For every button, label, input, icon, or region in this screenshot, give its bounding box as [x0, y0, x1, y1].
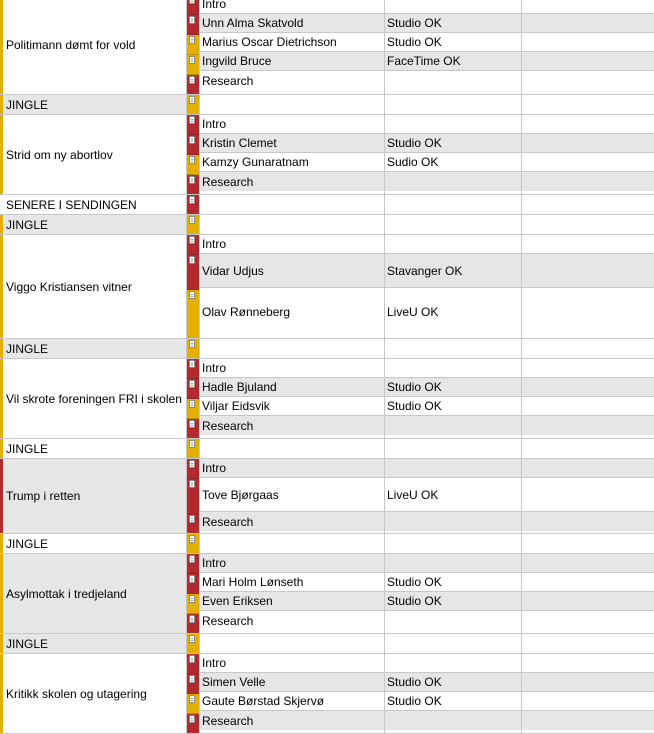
- status-marker[interactable]: [187, 379, 199, 399]
- extra-column: [522, 554, 654, 633]
- rundown-segment[interactable]: [0, 359, 654, 439]
- rundown-segment[interactable]: [0, 534, 654, 554]
- document-icon[interactable]: [189, 236, 195, 244]
- extra-cell[interactable]: [522, 634, 654, 653]
- guest-status-column: [385, 534, 522, 553]
- guest-status-column: [385, 459, 522, 533]
- guest-status-cell[interactable]: Stavanger OK: [385, 254, 521, 288]
- extra-column: [522, 95, 654, 114]
- guest-name-cell[interactable]: [200, 215, 384, 234]
- guest-status-cell[interactable]: FaceTime OK: [385, 52, 521, 71]
- guest-status-cell[interactable]: [385, 711, 521, 730]
- guest-name-column: [199, 95, 385, 114]
- guest-status-cell[interactable]: LiveU OK: [385, 288, 521, 336]
- guest-name-column: [199, 115, 385, 194]
- status-marker[interactable]: [187, 574, 199, 594]
- document-icon[interactable]: [189, 380, 195, 388]
- guest-status-cell[interactable]: [385, 416, 521, 435]
- guest-name-cell[interactable]: Research: [200, 172, 384, 191]
- status-marker-column: [187, 215, 199, 234]
- rundown-segment[interactable]: [0, 339, 654, 359]
- status-marker[interactable]: [187, 155, 199, 175]
- status-marker[interactable]: [187, 554, 199, 574]
- rundown-segment[interactable]: [0, 95, 654, 115]
- guest-name-cell[interactable]: Research: [200, 711, 384, 730]
- status-marker-column: [187, 0, 199, 94]
- status-marker[interactable]: [187, 0, 199, 15]
- guest-name-column: [199, 339, 385, 358]
- extra-cell[interactable]: [522, 512, 654, 531]
- extra-cell[interactable]: [522, 611, 654, 630]
- rundown-segment[interactable]: [0, 634, 654, 654]
- guest-name-cell[interactable]: [200, 439, 384, 458]
- status-marker-column: [187, 634, 199, 653]
- guest-name-cell[interactable]: Vidar Udjus: [200, 254, 384, 288]
- status-marker[interactable]: [187, 674, 199, 694]
- segment-title[interactable]: Politimann dømt for vold: [3, 0, 187, 94]
- document-icon[interactable]: [189, 156, 195, 164]
- extra-column: [522, 634, 654, 653]
- guest-name-column: [199, 459, 385, 533]
- document-icon[interactable]: [189, 340, 195, 348]
- guest-status-cell[interactable]: [385, 0, 521, 14]
- guest-name-cell[interactable]: [200, 195, 384, 214]
- extra-cell[interactable]: [522, 592, 654, 611]
- guest-status-column: [385, 339, 522, 358]
- guest-name-cell[interactable]: Intro: [200, 115, 384, 134]
- guest-name-column: [199, 554, 385, 633]
- extra-cell[interactable]: [522, 71, 654, 90]
- guest-status-cell[interactable]: [385, 634, 521, 653]
- segment-title[interactable]: SENERE I SENDINGEN: [3, 195, 187, 214]
- status-marker-column: [187, 534, 199, 553]
- guest-name-cell[interactable]: Intro: [200, 554, 384, 573]
- status-marker[interactable]: [187, 195, 199, 214]
- guest-status-column: [385, 95, 522, 114]
- guest-name-cell[interactable]: Unn Alma Skatvold: [200, 14, 384, 33]
- guest-status-cell[interactable]: Studio OK: [385, 14, 521, 33]
- guest-status-column: [385, 235, 522, 338]
- extra-cell[interactable]: [522, 534, 654, 553]
- guest-name-cell[interactable]: Intro: [200, 0, 384, 14]
- guest-status-cell[interactable]: LiveU OK: [385, 478, 521, 512]
- status-marker[interactable]: [187, 654, 199, 674]
- status-marker[interactable]: [187, 634, 199, 653]
- status-marker[interactable]: [187, 115, 199, 135]
- extra-cell[interactable]: [522, 359, 654, 378]
- extra-column: [522, 359, 654, 438]
- status-marker[interactable]: [187, 479, 199, 514]
- extra-cell[interactable]: [522, 459, 654, 478]
- document-icon[interactable]: [189, 655, 195, 663]
- segment-title[interactable]: JINGLE: [3, 215, 187, 234]
- guest-status-cell[interactable]: [385, 459, 521, 478]
- document-icon[interactable]: [189, 515, 195, 523]
- rundown-segment[interactable]: [0, 439, 654, 459]
- status-marker[interactable]: [187, 614, 199, 633]
- segment-title[interactable]: JINGLE: [3, 634, 187, 653]
- guest-status-cell[interactable]: [385, 654, 521, 673]
- extra-cell[interactable]: [522, 439, 654, 458]
- guest-status-cell[interactable]: Studio OK: [385, 397, 521, 416]
- guest-status-cell[interactable]: [385, 359, 521, 378]
- guest-status-cell[interactable]: [385, 512, 521, 531]
- document-icon[interactable]: [189, 176, 195, 184]
- rundown-segment[interactable]: [0, 115, 654, 195]
- segment-title[interactable]: Strid om ny abortlov: [3, 115, 187, 194]
- guest-status-cell[interactable]: [385, 235, 521, 254]
- status-marker[interactable]: [187, 75, 199, 94]
- guest-name-cell[interactable]: [200, 634, 384, 653]
- extra-cell[interactable]: [522, 153, 654, 172]
- guest-status-cell[interactable]: [385, 339, 521, 358]
- extra-cell[interactable]: [522, 95, 654, 114]
- extra-cell[interactable]: [522, 52, 654, 71]
- extra-cell[interactable]: [522, 573, 654, 592]
- status-marker[interactable]: [187, 235, 199, 255]
- document-icon[interactable]: [189, 196, 195, 204]
- segment-title[interactable]: Kritikk skolen og utagering: [3, 654, 187, 733]
- document-icon[interactable]: [189, 56, 195, 64]
- status-marker-column: [187, 654, 199, 733]
- extra-cell[interactable]: [522, 0, 654, 14]
- document-icon[interactable]: [189, 360, 195, 368]
- extra-column: [522, 0, 654, 94]
- status-marker[interactable]: [187, 175, 199, 194]
- extra-column: [522, 339, 654, 358]
- guest-name-cell[interactable]: Kamzy Gunaratnam: [200, 153, 384, 172]
- segment-title[interactable]: Asylmottak i tredjeland: [3, 554, 187, 633]
- guest-name-cell[interactable]: Kristin Clemet: [200, 134, 384, 153]
- guest-status-cell[interactable]: Studio OK: [385, 673, 521, 692]
- status-marker-column: [187, 95, 199, 114]
- guest-name-cell[interactable]: Gaute Børstad Skjervø: [200, 692, 384, 711]
- document-icon[interactable]: [189, 575, 195, 583]
- guest-status-column: [385, 359, 522, 438]
- extra-cell[interactable]: [522, 172, 654, 191]
- guest-status-cell[interactable]: [385, 195, 521, 214]
- extra-cell[interactable]: [522, 397, 654, 416]
- guest-status-column: [385, 0, 522, 94]
- status-marker[interactable]: [187, 359, 199, 379]
- guest-name-cell[interactable]: Intro: [200, 654, 384, 673]
- guest-status-cell[interactable]: Studio OK: [385, 33, 521, 52]
- document-icon[interactable]: [189, 715, 195, 723]
- status-marker-column: [187, 359, 199, 438]
- document-icon[interactable]: [189, 0, 195, 4]
- document-icon[interactable]: [189, 675, 195, 683]
- segment-title[interactable]: JINGLE: [3, 439, 187, 458]
- guest-name-cell[interactable]: [200, 95, 384, 114]
- guest-name-column: [199, 654, 385, 733]
- document-icon[interactable]: [189, 420, 195, 428]
- status-marker[interactable]: [187, 55, 199, 75]
- guest-name-column: [199, 235, 385, 338]
- extra-cell[interactable]: [522, 134, 654, 153]
- guest-status-cell[interactable]: Studio OK: [385, 573, 521, 592]
- document-icon[interactable]: [189, 76, 195, 84]
- status-marker[interactable]: [187, 95, 199, 114]
- extra-cell[interactable]: [522, 478, 654, 512]
- extra-column: [522, 215, 654, 234]
- rundown-segment[interactable]: [0, 459, 654, 534]
- status-marker[interactable]: [187, 459, 199, 479]
- guest-status-cell[interactable]: [385, 534, 521, 553]
- guest-status-column: [385, 195, 522, 214]
- document-icon[interactable]: [189, 291, 195, 299]
- segment-title[interactable]: JINGLE: [3, 534, 187, 553]
- extra-column: [522, 654, 654, 733]
- guest-status-column: [385, 554, 522, 633]
- guest-status-cell[interactable]: [385, 95, 521, 114]
- status-marker-column: [187, 439, 199, 458]
- guest-status-cell[interactable]: [385, 115, 521, 134]
- extra-cell[interactable]: [522, 115, 654, 134]
- guest-name-cell[interactable]: Viljar Eidsvik: [200, 397, 384, 416]
- status-marker[interactable]: [187, 135, 199, 155]
- document-icon[interactable]: [189, 440, 195, 448]
- guest-name-cell[interactable]: Marius Oscar Dietrichson: [200, 33, 384, 52]
- guest-name-cell[interactable]: Research: [200, 71, 384, 90]
- guest-name-cell[interactable]: Mari Holm Lønseth: [200, 573, 384, 592]
- document-icon[interactable]: [189, 216, 195, 224]
- guest-name-cell[interactable]: Intro: [200, 459, 384, 478]
- document-icon[interactable]: [189, 555, 195, 563]
- extra-cell[interactable]: [522, 673, 654, 692]
- guest-name-column: [199, 439, 385, 458]
- document-icon[interactable]: [189, 96, 195, 104]
- status-marker-column: [187, 195, 199, 214]
- document-icon[interactable]: [189, 36, 195, 44]
- guest-name-cell[interactable]: Intro: [200, 359, 384, 378]
- guest-status-cell[interactable]: [385, 215, 521, 234]
- document-icon[interactable]: [189, 635, 195, 643]
- guest-name-cell[interactable]: Even Eriksen: [200, 592, 384, 611]
- extra-cell[interactable]: [522, 378, 654, 397]
- document-icon[interactable]: [189, 535, 195, 543]
- guest-status-column: [385, 634, 522, 653]
- status-marker-column: [187, 115, 199, 194]
- extra-cell[interactable]: [522, 33, 654, 52]
- guest-status-cell[interactable]: [385, 554, 521, 573]
- extra-cell[interactable]: [522, 416, 654, 435]
- rundown-segment[interactable]: [0, 0, 654, 95]
- guest-status-cell[interactable]: [385, 71, 521, 90]
- guest-name-column: [199, 215, 385, 234]
- guest-status-cell[interactable]: Studio OK: [385, 592, 521, 611]
- extra-cell[interactable]: [522, 711, 654, 730]
- segment-title[interactable]: Trump i retten: [3, 459, 187, 533]
- extra-column: [522, 195, 654, 214]
- guest-name-cell[interactable]: [200, 534, 384, 553]
- guest-name-column: [199, 195, 385, 214]
- segment-title[interactable]: Viggo Kristiansen vitner: [3, 235, 187, 338]
- document-icon[interactable]: [189, 16, 195, 24]
- guest-status-cell[interactable]: Sudio OK: [385, 153, 521, 172]
- extra-column: [522, 235, 654, 338]
- document-icon[interactable]: [189, 136, 195, 144]
- guest-status-cell[interactable]: [385, 172, 521, 191]
- guest-status-column: [385, 439, 522, 458]
- status-marker[interactable]: [187, 534, 199, 553]
- status-marker-column: [187, 339, 199, 358]
- extra-cell[interactable]: [522, 554, 654, 573]
- status-marker[interactable]: [187, 215, 199, 234]
- status-marker[interactable]: [187, 594, 199, 614]
- rundown-segment[interactable]: [0, 195, 654, 215]
- guest-name-cell[interactable]: Tove Bjørgaas: [200, 478, 384, 512]
- guest-status-column: [385, 215, 522, 234]
- extra-cell[interactable]: [522, 288, 654, 336]
- segment-title[interactable]: JINGLE: [3, 95, 187, 114]
- segment-title[interactable]: JINGLE: [3, 339, 187, 358]
- status-marker[interactable]: [187, 439, 199, 458]
- document-icon[interactable]: [189, 595, 195, 603]
- guest-name-cell[interactable]: Research: [200, 512, 384, 531]
- guest-name-cell[interactable]: Olav Rønneberg: [200, 288, 384, 336]
- rundown-segment[interactable]: [0, 215, 654, 235]
- extra-cell[interactable]: [522, 215, 654, 234]
- extra-column: [522, 439, 654, 458]
- extra-cell[interactable]: [522, 195, 654, 214]
- status-marker-column: [187, 235, 199, 338]
- guest-status-cell[interactable]: [385, 439, 521, 458]
- status-marker[interactable]: [187, 255, 199, 290]
- document-icon[interactable]: [189, 480, 195, 488]
- extra-cell[interactable]: [522, 654, 654, 673]
- guest-status-column: [385, 115, 522, 194]
- guest-name-cell[interactable]: Intro: [200, 235, 384, 254]
- document-icon[interactable]: [189, 460, 195, 468]
- guest-name-cell[interactable]: Research: [200, 611, 384, 630]
- status-marker-column: [187, 459, 199, 533]
- status-marker[interactable]: [187, 339, 199, 358]
- guest-name-cell[interactable]: Research: [200, 416, 384, 435]
- extra-cell[interactable]: [522, 254, 654, 288]
- document-icon[interactable]: [189, 400, 195, 408]
- status-marker-column: [187, 554, 199, 633]
- extra-column: [522, 534, 654, 553]
- rundown-segment[interactable]: [0, 235, 654, 339]
- guest-name-cell[interactable]: [200, 339, 384, 358]
- guest-name-cell[interactable]: Hadle Bjuland: [200, 378, 384, 397]
- extra-cell[interactable]: [522, 339, 654, 358]
- status-marker[interactable]: [187, 419, 199, 438]
- guest-name-cell[interactable]: Ingvild Bruce: [200, 52, 384, 71]
- extra-cell[interactable]: [522, 14, 654, 33]
- status-marker[interactable]: [187, 15, 199, 35]
- extra-column: [522, 115, 654, 194]
- status-marker[interactable]: [187, 399, 199, 419]
- rundown-segment[interactable]: [0, 554, 654, 634]
- document-icon[interactable]: [189, 256, 195, 264]
- status-marker[interactable]: [187, 714, 199, 733]
- document-icon[interactable]: [189, 615, 195, 623]
- guest-status-cell[interactable]: Studio OK: [385, 378, 521, 397]
- extra-cell[interactable]: [522, 235, 654, 254]
- rundown-segment[interactable]: [0, 654, 654, 734]
- status-marker[interactable]: [187, 35, 199, 55]
- guest-name-column: [199, 634, 385, 653]
- guest-name-column: [199, 359, 385, 438]
- guest-status-cell[interactable]: [385, 611, 521, 630]
- guest-name-cell[interactable]: Simen Velle: [200, 673, 384, 692]
- guest-status-cell[interactable]: Studio OK: [385, 692, 521, 711]
- guest-name-column: [199, 534, 385, 553]
- status-marker[interactable]: [187, 290, 199, 338]
- guest-name-column: [199, 0, 385, 94]
- extra-column: [522, 459, 654, 533]
- status-marker[interactable]: [187, 694, 199, 714]
- document-icon[interactable]: [189, 116, 195, 124]
- guest-status-cell[interactable]: Studio OK: [385, 134, 521, 153]
- guest-status-column: [385, 654, 522, 733]
- segment-title[interactable]: Vil skrote foreningen FRI i skolen: [3, 359, 187, 438]
- status-marker[interactable]: [187, 514, 199, 533]
